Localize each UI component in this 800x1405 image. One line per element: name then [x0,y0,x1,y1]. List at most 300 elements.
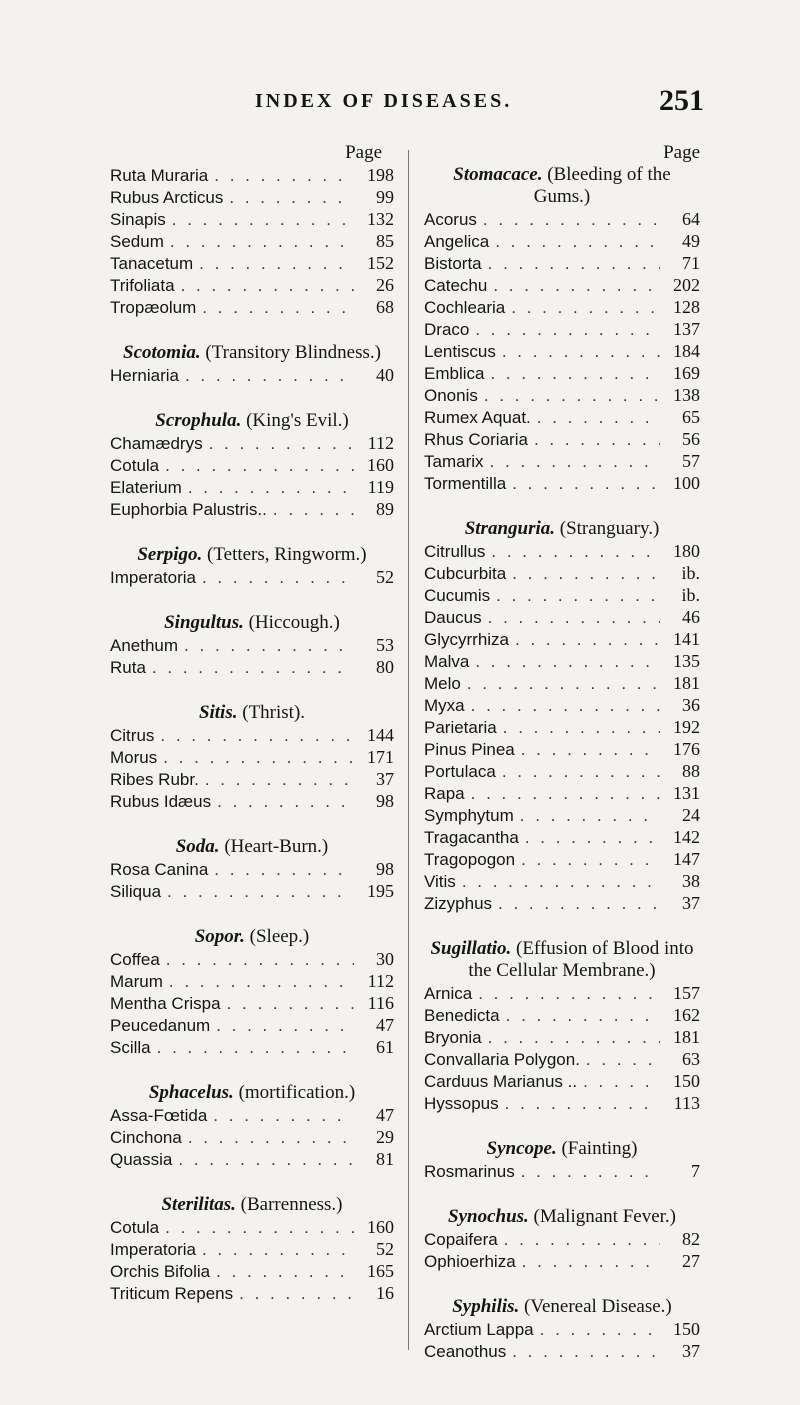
leader-dots [504,1229,660,1251]
leader-dots [169,971,354,993]
remedy-name: Arnica [424,984,473,1003]
page-reference: 162 [673,1005,700,1025]
disease-heading [110,612,394,634]
remedy-name: Ribes Rubr. [110,770,199,789]
leader-dots [488,253,660,275]
leader-dots [583,1071,660,1093]
remedy-name: Bryonia [424,1028,482,1047]
remedy-name: Cinchona [110,1128,182,1147]
page-reference: 100 [673,473,700,493]
leader-dots [484,385,660,407]
remedy-name: Quassia [110,1150,173,1169]
leader-dots [214,859,354,881]
remedy-name: Peucedanum [110,1016,211,1035]
disease-group [110,164,394,318]
leader-dots [586,1049,660,1071]
leader-dots [475,651,660,673]
remedy-name: Tanacetum [110,254,194,273]
remedy-name: Ophioerhiza [424,1252,516,1271]
page-reference: 29 [376,1127,394,1147]
index-entry [110,790,394,812]
page-reference: 7 [691,1161,700,1181]
remedy-name: Carduus Marianus .. [424,1072,578,1091]
remedy-name: Copaifera [424,1230,498,1249]
index-entry [110,746,394,768]
leader-dots [216,1015,354,1037]
leader-dots [165,455,354,477]
remedy-name: Cubcurbita [424,564,507,583]
disease-heading [424,938,700,982]
leader-dots [202,297,354,319]
disease-translation: (Venereal Disease.) [519,1296,672,1317]
disease-group [424,518,700,914]
page-reference: 202 [673,275,700,295]
remedy-name: Catechu [424,276,488,295]
index-entry [424,1228,700,1250]
remedy-name: Morus [110,748,158,767]
leader-dots [205,769,354,791]
page-reference: 52 [376,1239,394,1259]
leader-dots [471,695,660,717]
disease-translation: (Transitory Blindness.) [200,342,381,363]
leader-dots [273,499,354,521]
page-reference: 157 [673,983,700,1003]
index-entry [110,1238,394,1260]
page-reference: ib. [681,563,700,583]
remedy-name: Acorus [424,210,477,229]
remedy-name: Convallaria Polygon. [424,1050,580,1069]
leader-dots [512,563,660,585]
leader-dots [166,949,354,971]
disease-translation: (Bleeding of the Gums.) [533,164,671,207]
leader-dots [202,1239,354,1261]
disease-translation: (Sleep.) [244,926,310,947]
page-reference: 116 [367,993,394,1013]
page-reference: 24 [682,805,700,825]
page-label: Page [345,142,382,163]
page-number: 251 [659,84,704,117]
index-entry [424,738,700,760]
remedy-name: Portulaca [424,762,496,781]
disease-group [424,1138,700,1182]
page-reference: 112 [367,433,394,453]
index-entry [424,848,700,870]
index-entry [110,230,394,252]
remedy-name: Rubus Idæus [110,792,212,811]
remedy-name: Arctium Lappa [424,1320,534,1339]
index-entry [110,1126,394,1148]
remedy-name: Vitis [424,872,456,891]
index-entry [110,656,394,678]
disease-group [110,702,394,812]
page-reference: 89 [376,499,394,519]
page-reference: 131 [673,783,700,803]
page-reference: 160 [367,455,394,475]
disease-heading [424,1206,700,1228]
index-entry [110,1216,394,1238]
remedy-name: Tragacantha [424,828,519,847]
leader-dots [491,541,660,563]
leader-dots [160,725,354,747]
disease-name: Sitis. [198,702,238,723]
index-entry [110,454,394,476]
remedy-name: Sedum [110,232,164,251]
page-reference: 37 [682,1341,700,1361]
page-reference: 169 [673,363,700,383]
disease-translation: (Thrist). [237,702,306,723]
page-reference: 192 [673,717,700,737]
disease-name: Scotomia. [123,342,201,363]
index-entry [424,1092,700,1114]
leader-dots [495,231,660,253]
page-reference: 47 [376,1105,394,1125]
remedy-name: Tragopogon [424,850,516,869]
page-reference: 65 [682,407,700,427]
index-entry [110,970,394,992]
leader-dots [512,1341,660,1363]
index-entry [424,340,700,362]
index-entry [424,1004,700,1026]
remedy-name: Hyssopus [424,1094,499,1113]
remedy-name: Daucus [424,608,482,627]
column-divider [408,150,409,1350]
remedy-name: Citrus [110,726,155,745]
page-reference: 137 [673,319,700,339]
index-entry [424,1070,700,1092]
disease-translation: (Malignant Fever.) [528,1206,676,1227]
page-reference: 38 [682,871,700,891]
index-entry [424,672,700,694]
disease-group [110,926,394,1058]
index-entry [110,1282,394,1304]
page-reference: 160 [367,1217,394,1237]
left-column [110,142,394,1304]
remedy-name: Benedicta [424,1006,500,1025]
index-entry [424,406,700,428]
running-head: INDEX OF DISEASES. [255,90,513,112]
page-reference: 135 [673,651,700,671]
page-reference: 81 [376,1149,394,1169]
index-entry [110,208,394,230]
leader-dots [525,827,660,849]
leader-dots [521,849,660,871]
leader-dots [165,1217,354,1239]
remedy-name: Imperatoria [110,568,196,587]
leader-dots [488,1027,660,1049]
remedy-name: Glycyrrhiza [424,630,510,649]
page-reference: 16 [376,1283,394,1303]
page-reference: 53 [376,635,394,655]
page-reference: 180 [673,541,700,561]
index-entry [424,1250,700,1272]
disease-name: Stranguria. [464,518,555,539]
remedy-name: Imperatoria [110,1240,196,1259]
leader-dots [462,871,660,893]
index-entry [110,252,394,274]
leader-dots [217,791,354,813]
remedy-name: Citrullus [424,542,486,561]
disease-group [424,164,700,494]
index-entry [110,164,394,186]
remedy-name: Zizyphus [424,894,493,913]
index-entry [424,384,700,406]
leader-dots [521,1161,660,1183]
index-entry [110,948,394,970]
index-entry [110,768,394,790]
leader-dots [471,783,660,805]
index-entry [424,760,700,782]
page-reference: 150 [673,1071,700,1091]
page-reference: 181 [673,673,700,693]
page-reference: 37 [682,893,700,913]
index-entry [424,318,700,340]
index-entry [424,892,700,914]
index-entry [424,650,700,672]
leader-dots [178,1149,354,1171]
page-reference: 184 [673,341,700,361]
leader-dots [506,1005,660,1027]
disease-heading [110,342,394,364]
remedy-name: Triticum Repens [110,1284,234,1303]
page-reference: 195 [367,881,394,901]
disease-translation: (Hiccough.) [243,612,340,633]
page-reference: 47 [376,1015,394,1035]
index-entry [424,694,700,716]
remedy-name: Sinapis [110,210,166,229]
disease-name: Soda. [175,836,220,857]
disease-heading [110,1194,394,1216]
page-reference: 61 [376,1037,394,1057]
page-reference: 80 [376,657,394,677]
index-entry [110,296,394,318]
index-entry [424,252,700,274]
index-entry [110,1014,394,1036]
page-reference: 64 [682,209,700,229]
page-reference: 142 [673,827,700,847]
index-entry [110,880,394,902]
leader-dots [540,1319,660,1341]
disease-group [110,1082,394,1170]
leader-dots [163,747,354,769]
remedy-name: Bistorta [424,254,482,273]
remedy-name: Anethum [110,636,179,655]
remedy-name: Tropæolum [110,298,197,317]
disease-group [110,612,394,678]
disease-name: Stomacace. [453,164,543,185]
remedy-name: Elaterium [110,478,182,497]
remedy-name: Chamædrys [110,434,203,453]
index-entry [424,782,700,804]
remedy-name: Myxa [424,696,465,715]
index-entry [110,432,394,454]
page-reference: 171 [367,747,394,767]
remedy-name: Ruta Muraria [110,166,209,185]
index-entry [424,804,700,826]
disease-heading [424,1296,700,1318]
disease-name: Synochus. [448,1206,529,1227]
leader-dots [502,761,660,783]
leader-dots [521,739,660,761]
leader-dots [515,629,660,651]
page-reference: 49 [682,231,700,251]
remedy-name: Draco [424,320,470,339]
page-label: Page [663,142,700,163]
leader-dots [227,993,354,1015]
remedy-name: Marum [110,972,163,991]
disease-translation: (King's Evil.) [241,410,349,431]
leader-dots [503,717,660,739]
disease-heading [110,1082,394,1104]
disease-name: Syncope. [486,1138,557,1159]
leader-dots [467,673,660,695]
index-entry [424,1340,700,1362]
leader-dots [488,607,660,629]
leader-dots [188,1127,354,1149]
disease-translation: (Tetters, Ringworm.) [202,544,367,565]
leader-dots [520,805,660,827]
remedy-name: Cotula [110,1218,160,1237]
leader-dots [490,451,660,473]
remedy-name: Rhus Coriaria [424,430,528,449]
disease-group [110,410,394,520]
index-entry [424,472,700,494]
disease-name: Sphacelus. [148,1082,234,1103]
index-entry [110,1260,394,1282]
page-reference: 198 [367,165,394,185]
index-entry [424,716,700,738]
remedy-name: Ceanothus [424,1342,507,1361]
leader-dots [490,363,660,385]
page-reference: 165 [367,1261,394,1281]
disease-heading [110,926,394,948]
index-entry [424,540,700,562]
remedy-name: Symphytum [424,806,514,825]
page-reference: 68 [376,297,394,317]
remedy-name: Orchis Bifolia [110,1262,211,1281]
remedy-name: Cotula [110,456,160,475]
index-entry [110,364,394,386]
leader-dots [502,341,660,363]
leader-dots [512,473,660,495]
page-reference: 141 [673,629,700,649]
leader-dots [185,365,354,387]
index-entry [424,1318,700,1340]
page-reference: 88 [682,761,700,781]
page-reference: ib. [681,585,700,605]
remedy-name: Assa-Fœtida [110,1106,208,1125]
disease-group [110,544,394,588]
disease-name: Sugillatio. [430,938,512,959]
leader-dots [505,1093,660,1115]
remedy-name: Euphorbia Palustris.. [110,500,267,519]
page-reference: 176 [673,739,700,759]
leader-dots [511,297,660,319]
page-reference: 85 [376,231,394,251]
page-reference: 112 [367,971,394,991]
page-reference: 152 [367,253,394,273]
leader-dots [167,881,354,903]
remedy-name: Ruta [110,658,146,677]
remedy-name: Rapa [424,784,465,803]
disease-group [424,1206,700,1272]
page-reference: 98 [376,859,394,879]
remedy-name: Tamarix [424,452,484,471]
page-reference: 40 [376,365,394,385]
leader-dots [239,1283,354,1305]
leader-dots [157,1037,354,1059]
remedy-name: Melo [424,674,461,693]
index-entry [110,566,394,588]
disease-heading [424,518,700,540]
disease-group [110,1194,394,1304]
page-reference: 119 [367,477,394,497]
disease-group [424,1296,700,1362]
index-entry [424,584,700,606]
page-reference: 98 [376,791,394,811]
disease-translation: (Fainting) [556,1138,638,1159]
page-reference: 30 [376,949,394,969]
index-entry [424,274,700,296]
leader-dots [229,187,354,209]
remedy-name: Trifoliata [110,276,175,295]
page-reference: 150 [673,1319,700,1339]
index-entry [110,1148,394,1170]
remedy-name: Cochlearia [424,298,506,317]
page-reference: 36 [682,695,700,715]
page-reference: 128 [673,297,700,317]
index-entry [424,230,700,252]
leader-dots [199,253,354,275]
right-column [424,142,700,1362]
leader-dots [214,165,354,187]
page-reference: 181 [673,1027,700,1047]
remedy-name: Tormentilla [424,474,507,493]
page-reference: 147 [673,849,700,869]
remedy-name: Rosmarinus [424,1162,515,1181]
index-entry [424,1026,700,1048]
index-entry [424,1048,700,1070]
remedy-name: Cucumis [424,586,491,605]
index-entry [110,634,394,656]
leader-dots [209,433,354,455]
disease-name: Serpigo. [137,544,203,565]
index-entry [110,858,394,880]
page-reference: 63 [682,1049,700,1069]
leader-dots [170,231,354,253]
remedy-name: Emblica [424,364,485,383]
remedy-name: Rosa Canina [110,860,209,879]
leader-dots [478,983,660,1005]
page-reference: 144 [367,725,394,745]
leader-dots [537,407,660,429]
disease-group [424,938,700,1114]
index-entry [110,186,394,208]
disease-translation: (Effusion of Blood into the Cellular Membrane.) [468,938,694,981]
page-reference: 82 [682,1229,700,1249]
index-entry [424,628,700,650]
page-reference: 71 [682,253,700,273]
leader-dots [483,209,660,231]
disease-name: Sopor. [194,926,245,947]
disease-heading [110,410,394,432]
leader-dots [188,477,354,499]
page-reference: 52 [376,567,394,587]
index-entry [110,274,394,296]
remedy-name: Lentiscus [424,342,496,361]
page-reference: 37 [376,769,394,789]
remedy-name: Malva [424,652,470,671]
leader-dots [496,585,660,607]
